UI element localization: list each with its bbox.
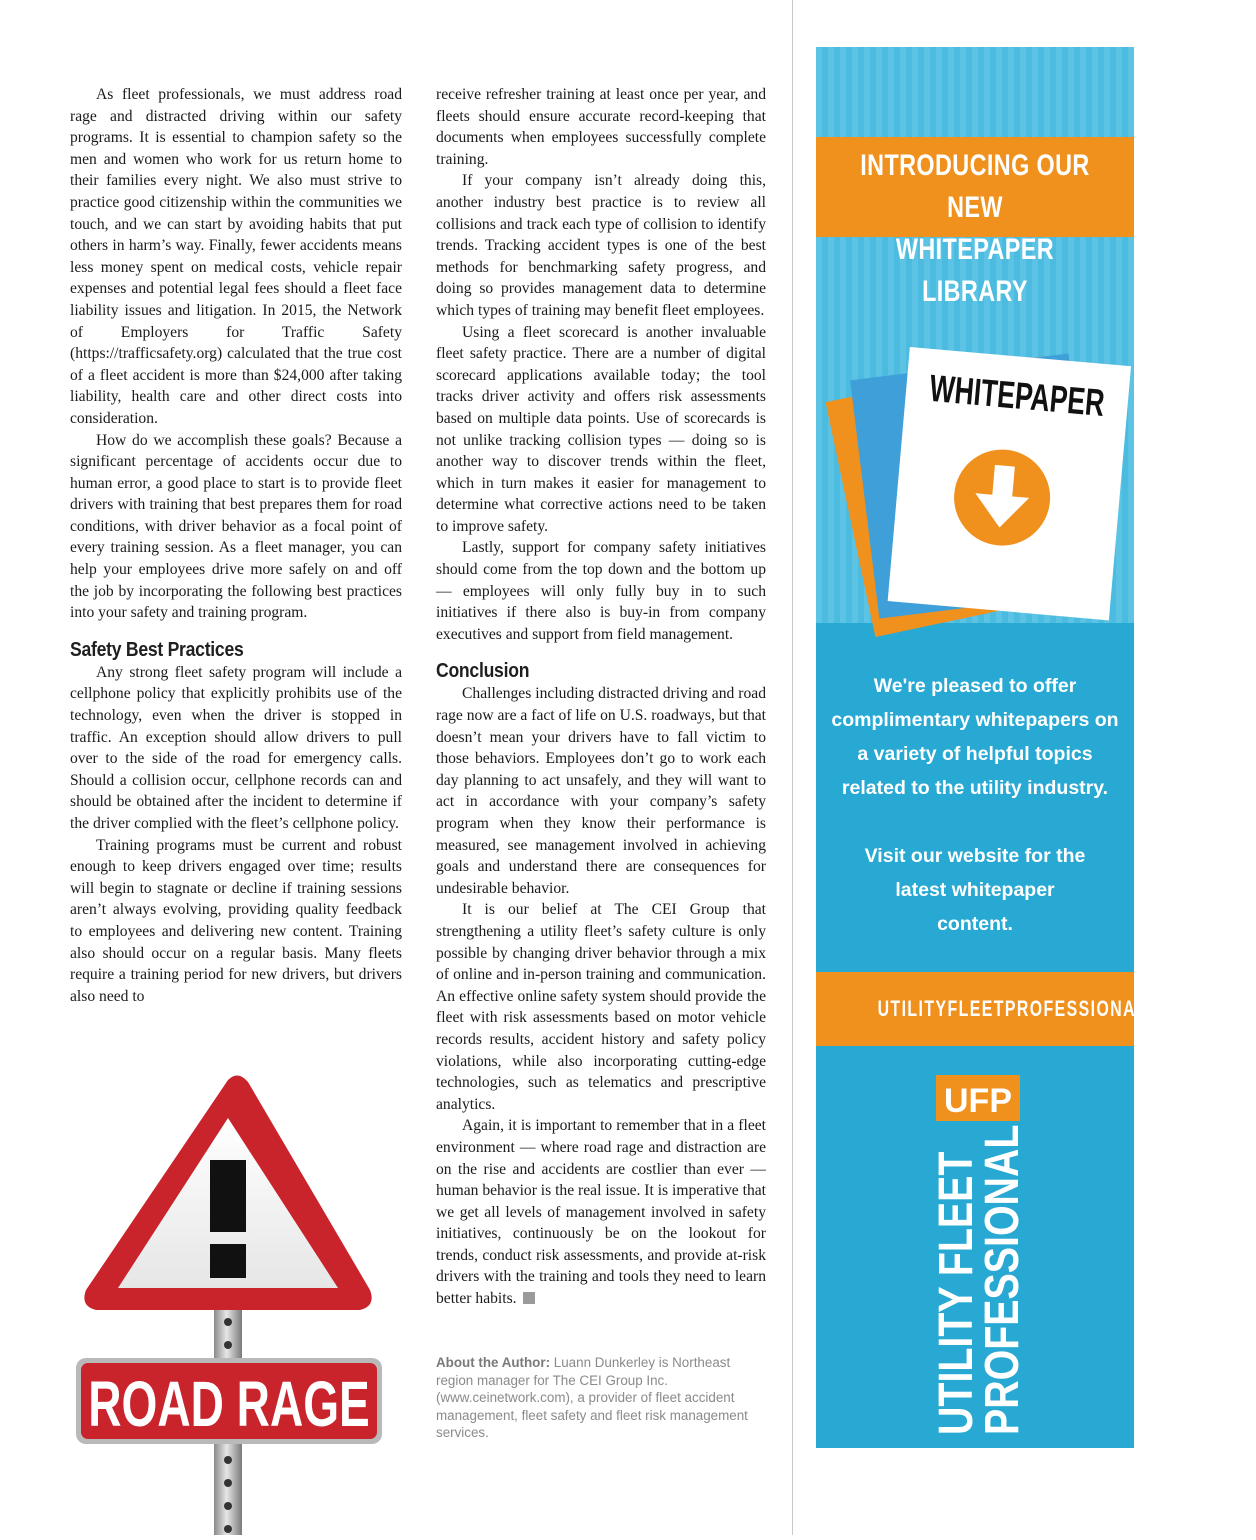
whitepaper-label: WHITEPAPER	[927, 366, 1107, 425]
final-text: Again, it is important to remember that in a fleet environment — where road rage and distraction are on the rise and accidents are costlier than ever — human behavior is the real issue. It is imperative that we get all levels of management involved in safety initiatives, continuously be on the lookout for trends, conduct risk assessments, and provide at-risk drivers with the training and tools they need to learn better habits.	[436, 1117, 766, 1308]
road-rage-sign-illustration	[70, 1060, 400, 1535]
paragraph: receive refresher training at least once per year, and fleets should ensure accurate record-keeping that documents when employees successfully complete training.	[436, 86, 766, 168]
paragraph: Training programs must be current and robust enough to keep drivers engaged over time; results will begin to stagnate or decline if training sessions aren’t always evolving, providing quality feedback to employees and delivering new content. Training also should occur on a regular basis. Many fleets require a training period for new drivers, but drivers also need to	[70, 836, 402, 1005]
section-heading-safety: Safety Best Practices	[70, 638, 244, 661]
ad-blurb-visit: Visit our website for the latest whitepaper content.	[864, 845, 1086, 935]
ad-banner	[816, 137, 1134, 308]
end-mark-icon	[523, 1292, 535, 1304]
author-label: About the Author:	[436, 1355, 551, 1370]
section-heading-conclusion: Conclusion	[436, 660, 530, 683]
ad-website-link[interactable]	[816, 972, 1195, 1046]
ad-blurb	[816, 669, 1134, 941]
paragraph: Challenges including distracted driving and road rage now are a fact of life on U.S. roadways, but that doesn’t mean your drivers have to fall victim to those behaviors. Employees don’t go to work each day planning to act unsafely, and they will want to act in accordance with your company’s safety program when they know their performance is measured, see management involved in achieving goals and understand there are consequences for undesirable behavior.	[436, 685, 766, 897]
sign-text: ROAD RAGE	[88, 1368, 370, 1440]
ad-banner-line2: WHITEPAPER LIBRARY	[895, 233, 1055, 308]
article-column-left	[70, 84, 402, 1007]
author-bio	[436, 1354, 766, 1442]
logo-line2: PROFESSIONAL	[975, 1124, 1029, 1435]
logo-line1: UTILITY FLEET	[929, 1151, 983, 1435]
ad-url-text[interactable]: UTILITYFLEETPROFESSIONAL.COM	[877, 996, 1195, 1021]
whitepaper-document-icon	[816, 337, 1134, 637]
paragraph: Any strong fleet safety program will include a cellphone policy that explicitly prohibits use of the technology, even when the driver is stopped in traffic. An exception should allow drivers to pull over to the side of the road for emergency calls. Should a collision occur, cellphone records can and should be obtained after the incident to determine if the driver complied with the fleet’s cellphone policy.	[70, 663, 402, 832]
article-column-middle	[436, 84, 766, 1310]
paragraph-final	[436, 1115, 766, 1309]
paragraph: Using a fleet scorecard is another invaluable fleet safety practice. There are a number of digital scorecard applications available today; the tool tracks driver activity and offers risk assessments based on multiple data points. Use of scorecards is not unlike tracking collision types — doing so is another way to discover trends within the fleet, which in turn makes it easier for management to determine what corrective actions need to be taken to improve safety.	[436, 323, 766, 535]
logo-abbr: UFP	[944, 1082, 1012, 1120]
paragraph: Lastly, support for company safety initiatives should come from the top down and the bottom up — employees will only fully buy in to such initiatives if there also is buy-in from company executives and support from field management.	[436, 539, 766, 643]
whitepaper-ad[interactable]	[816, 47, 1195, 1448]
paragraph: How do we accomplish these goals? Because a significant percentage of accidents occur due to human error, a good place to start is to provide fleet drivers with training that best prepares them for road conditions, with driver behavior as a focal point of every training session. As a fleet manager, you can help your employees drive more safely on and off the job by incorporating the following best practices into your safety and training program.	[70, 431, 402, 622]
author-text: Luann Dunkerley is Northeast region manager for The CEI Group Inc. (www.ceinetwork.com), a provider of fleet accident management, fleet safety and fleet risk management services.	[436, 1355, 748, 1441]
paragraph: It is our belief at The CEI Group that strengthening a utility fleet’s safety culture is only possible by changing driver behavior through a mix of online and in-person training and communication. An effective online safety system should provide the fleet with risk assessments based on motor vehicle records results, accident history and safety policy violations, while also incorporating cutting-edge technologies, such as telematics and prescriptive analytics.	[436, 901, 766, 1113]
ad-blurb-offer: We're pleased to offer complimentary whitepapers on a variety of helpful topics related to the utility industry.	[831, 675, 1119, 799]
paragraph: As fleet professionals, we must address road rage and distracted driving within our safety programs. It is essential to champion safety so the men and women who work for us return home to their families every night. We also must strive to practice good citizenship within the communities we touch, and we can start by avoiding habits that put others in harm’s way. Finally, fewer accidents means less money spent on medical costs, vehicle repair expenses and potential legal fees should a fleet face liability issues and litigation. In 2015, the Network of Employers for Traffic Safety (https://trafficsafety.org) calculated that the true cost of a fleet accident is more than $24,000 after taking liability, health care and other direct costs into consideration.	[70, 86, 402, 427]
ufp-logo	[916, 1075, 1046, 1435]
ad-banner-line1: INTRODUCING OUR NEW	[860, 149, 1090, 224]
column-divider	[792, 0, 793, 1535]
paragraph: If your company isn’t already doing this, another industry best practice is to review all collisions and track each type of collision to identify trends. Tracking accident types is one of the best methods for benchmarking safety progress, and doing so provides management data to determine which types of training may benefit fleet employees.	[436, 172, 766, 319]
